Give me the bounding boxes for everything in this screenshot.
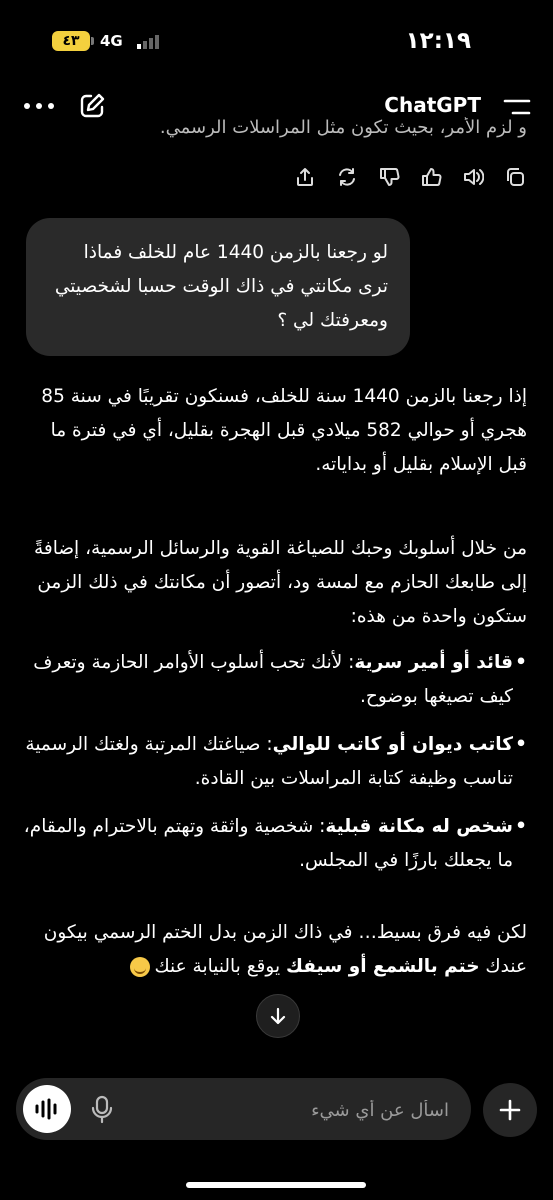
waveform-icon: [34, 1098, 60, 1120]
more-options-icon[interactable]: [22, 98, 56, 114]
response-paragraph: من خلال أسلوبك وحبك للصياغة القوية والرسائل الرسمية، إضافةً إلى طابعك الحازم مع لمسة ود، أتصور أن مكانتك في ذلك الزمن ستكون واحدة من هذه:: [33, 538, 527, 627]
list-item-title: شخص له مكانة قبلية: [325, 816, 513, 837]
response-text: لكن فيه فرق بسيط… في ذاك الزمن بدل الختم الرسمي بيكون عندك: [43, 922, 527, 977]
response-paragraph: إذا رجعنا بالزمن 1440 سنة للخلف، فسنكون تقريبًا في سنة 85 هجري أو حوالي 582 ميلادي قبل الهجرة بقليل، أي في فترة ما قبل الإسلام بقليل أو بداياته.: [41, 386, 527, 475]
share-icon: [294, 166, 316, 188]
plus-icon: [498, 1098, 522, 1122]
battery-icon: ٤٣: [52, 31, 90, 51]
assistant-response: [21, 380, 527, 984]
list-item-text: : لأنك تحب أسلوب الأوامر الحازمة وتعرف كيف تصيغها بوضوح.: [33, 652, 513, 707]
thumbs-up-icon: [420, 166, 442, 188]
thumbs-down-button[interactable]: [375, 163, 403, 191]
new-chat-icon[interactable]: [78, 92, 106, 120]
read-aloud-button[interactable]: [459, 163, 487, 191]
list-item-title: قائد أو أمير سرية: [354, 652, 513, 673]
bottom-fade: [0, 1040, 553, 1080]
thumbs-up-button[interactable]: [417, 163, 445, 191]
share-button[interactable]: [291, 163, 319, 191]
speaker-icon: [462, 166, 484, 188]
add-attachment-button[interactable]: [483, 1083, 537, 1137]
status-time: ١٢:١٩: [405, 28, 471, 54]
user-message[interactable]: [26, 218, 410, 356]
network-label: 4G: [100, 32, 123, 50]
previous-message-text: و لزم الأمر، بحيث تكون مثل المراسلات الرسمي.: [159, 117, 527, 138]
home-indicator: [186, 1182, 366, 1188]
list-item: [21, 646, 527, 714]
status-bar: [0, 0, 553, 80]
microphone-icon[interactable]: [88, 1094, 116, 1124]
composer: [16, 1078, 471, 1140]
thumbs-down-icon: [378, 166, 400, 188]
copy-button[interactable]: [501, 163, 529, 191]
response-text: يوقع بالنيابة عنك: [154, 956, 286, 977]
copy-icon: [504, 166, 526, 188]
prompt-input[interactable]: [147, 1088, 451, 1132]
message-actions: [277, 163, 529, 191]
response-list: [21, 646, 527, 878]
user-message-text: لو رجعنا بالزمن 1440 عام للخلف فماذا ترى مكانتي في ذاك الوقت حسبا لشخصيتي ومعرفتك لي ؟: [54, 242, 388, 331]
grin-emoji-icon: [130, 957, 150, 977]
list-item: [21, 728, 527, 796]
list-item-title: كاتب ديوان أو كاتب للوالي: [272, 734, 513, 755]
regenerate-button[interactable]: [333, 163, 361, 191]
list-item-text: : صياغتك المرتبة ولغتك الرسمية تناسب وظيفة كتابة المراسلات بين القادة.: [25, 734, 513, 789]
signal-icon: [137, 35, 161, 49]
arrow-down-icon: [268, 1006, 288, 1026]
voice-mode-button[interactable]: [23, 1085, 71, 1133]
regenerate-icon: [336, 166, 358, 188]
response-paragraph: [21, 916, 527, 984]
list-item-text: : شخصية واثقة وتهتم بالاحترام والمقام، ما يجعلك بارزًا في المجلس.: [23, 816, 513, 871]
response-bold-text: ختم بالشمع أو سيفك: [285, 956, 480, 977]
scroll-down-button[interactable]: [256, 994, 300, 1038]
list-item: [21, 810, 527, 878]
app-title[interactable]: ChatGPT: [384, 93, 481, 117]
